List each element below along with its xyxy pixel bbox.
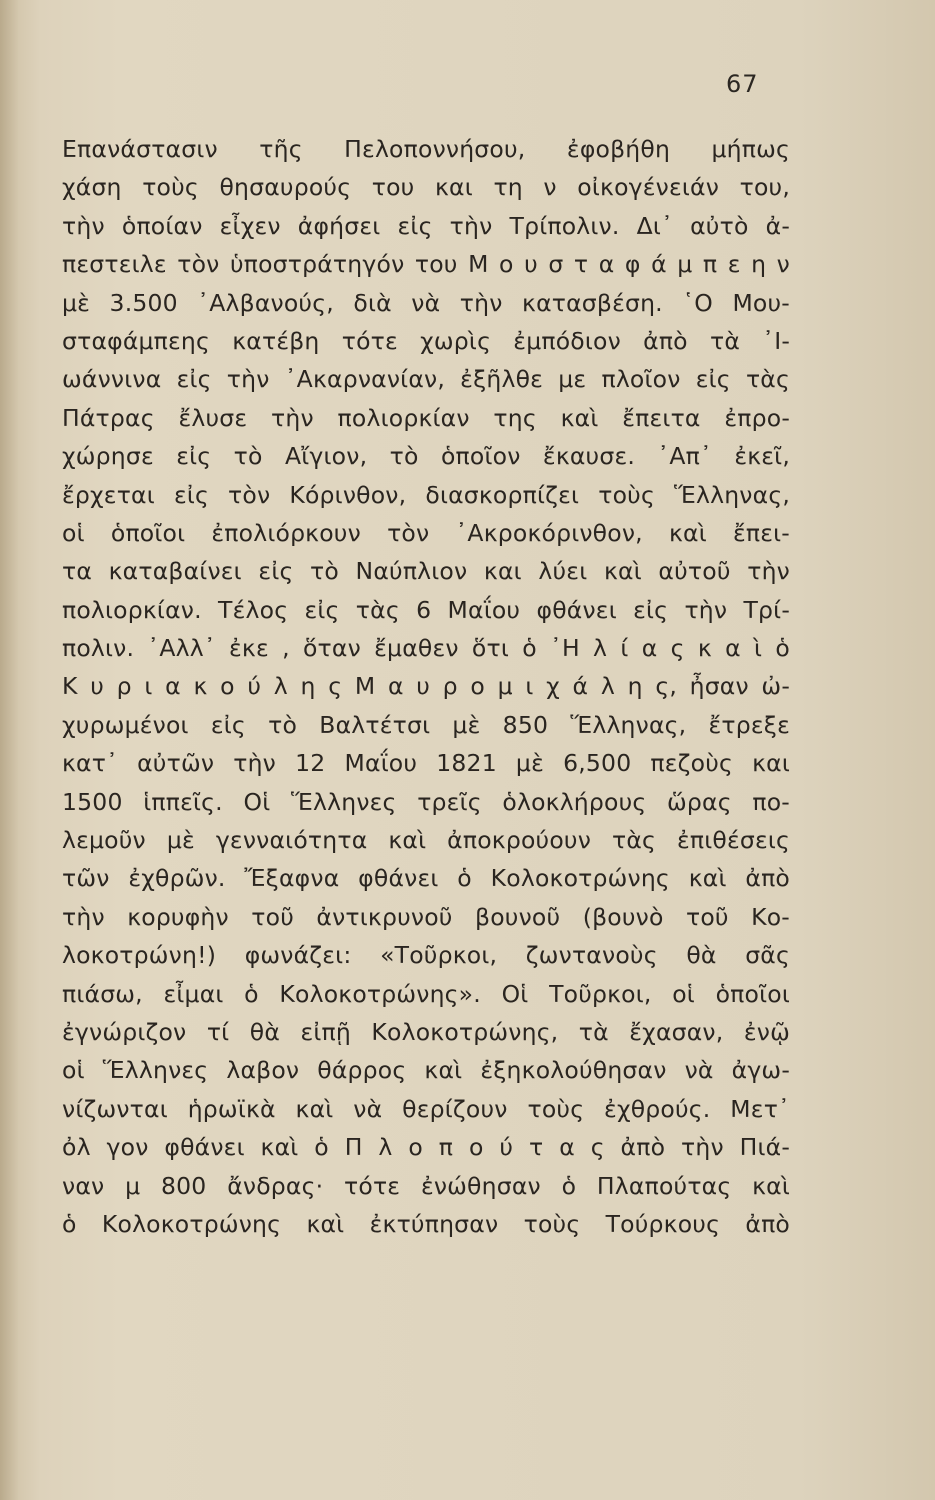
text-line: τῶν ἐχθρῶν. Ἔξαφνα φθάνει ὁ Κολοκοτρώνης καὶ ἀπὸ	[62, 864, 790, 893]
text-line: Κ υ ρ ι α κ ο ύ λ η ς Μ α υ ρ ο μ ι χ ά λ η ς, ἦσαν ὠ-	[62, 672, 790, 701]
text-line: ὀλ γον φθάνει καὶ ὁ Π λ ο π ο ύ τ α ς ἀπὸ τὴν Πιά-	[62, 1133, 790, 1162]
text-line: τα καταβαίνει εἰς τὸ Ναύπλιον και λύει καὶ αὐτοῦ τὴν	[62, 557, 790, 586]
text-line: Πάτρας ἔλυσε τὴν πολιορκίαν της καὶ ἔπειτα ἐπρο-	[62, 403, 790, 432]
text-line: 1500 ἱππεῖς. Οἱ Ἕλληνες τρεῖς ὁλοκλήρους ὥρας πο-	[62, 787, 790, 816]
text-line: λοκοτρώνη!) φωνάζει: «Τοῦρκοι, ζωντανοὺς θὰ σᾶς	[62, 941, 790, 970]
text-line: οἱ ὁποῖοι ἐπολιόρκουν τὸν ᾿Ακροκόρινθον, καὶ ἔπει-	[62, 518, 790, 547]
page-number: 67	[726, 70, 759, 98]
text-line: Επανάστασιν τῆς Πελοποννήσου, ἐφοβήθη μήπως	[62, 135, 790, 163]
text-line: χυρωμένοι εἰς τὸ Βαλτέτσι μὲ 850 Ἕλληνας, ἔτρεξε	[62, 710, 790, 739]
text-line: τὴν κορυφὴν τοῦ ἀντικρυνοῦ βουνοῦ (βουνὸ τοῦ Κο-	[62, 902, 790, 931]
text-line: οἱ Ἕλληνες λαβον θάρρος καὶ ἐξηκολούθησαν νὰ ἀγω-	[62, 1056, 790, 1085]
text-line: πεστειλε τὸν ὑποστράτηγόν του Μ ο υ σ τ α φ ά μ π ε η ν	[62, 250, 790, 279]
text-line: χάση τοὺς θησαυρούς του και τη ν οἰκογένειάν του,	[62, 173, 790, 202]
text-line: χώρησε εἰς τὸ Αἴγιον, τὸ ὁποῖον ἔκαυσε. ᾿Απ᾿ ἐκεῖ,	[62, 442, 790, 471]
text-line: μὲ 3.500 ᾿Αλβανούς, διὰ νὰ τὴν κατασβέση. ῾Ο Μου-	[62, 288, 790, 317]
text-line: τὴν ὁποίαν εἶχεν ἀφήσει εἰς τὴν Τρίπολιν. Δι᾿ αὐτὸ ἀ-	[62, 211, 790, 240]
text-line: ὁ Κολοκοτρώνης καὶ ἐκτύπησαν τοὺς Τούρκους ἀπὸ	[62, 1209, 790, 1238]
text-line: νίζωνται ἡρωϊκὰ καὶ νὰ θερίζουν τοὺς ἐχθρούς. Μετ᾿	[62, 1094, 790, 1123]
text-line: λεμοῦν μὲ γενναιότητα καὶ ἀποκρούουν τὰς ἐπιθέσεις	[62, 826, 790, 855]
text-line: ωάννινα εἰς τὴν ᾿Ακαρνανίαν, ἐξῆλθε με πλοῖον εἰς τὰς	[62, 365, 790, 394]
text-line: ἔρχεται εἰς τὸν Κόρινθον, διασκορπίζει τοὺς Ἕλληνας,	[62, 480, 790, 509]
text-line: σταφάμπεης κατέβη τότε χωρὶς ἐμπόδιον ἀπὸ τὰ ᾿Ι-	[62, 326, 790, 355]
text-line: ναν μ 800 ἄνδρας· τότε ἐνώθησαν ὁ Πλαπούτας καὶ	[62, 1171, 790, 1200]
text-line: ἐγνώριζον τί θὰ εἰπῇ Κολοκοτρώνης, τὰ ἔχασαν, ἐνῷ	[62, 1017, 790, 1046]
body-text	[62, 130, 790, 1243]
text-line: πολιορκίαν. Τέλος εἰς τὰς 6 Μαΐου φθάνει εἰς τὴν Τρί-	[62, 595, 790, 624]
text-line: κατ᾿ αὐτῶν τὴν 12 Μαΐου 1821 μὲ 6,500 πεζοὺς και	[62, 749, 790, 778]
page-binding-edge	[0, 0, 18, 1500]
text-line: πολιν. ᾿Αλλ᾿ ἐκε , ὅταν ἔμαθεν ὅτι ὁ ᾿Η λ ί α ς κ α ὶ ὁ	[62, 634, 790, 663]
text-line: πιάσω, εἶμαι ὁ Κολοκοτρώνης». Οἱ Τοῦρκοι, οἱ ὁποῖοι	[62, 979, 790, 1008]
